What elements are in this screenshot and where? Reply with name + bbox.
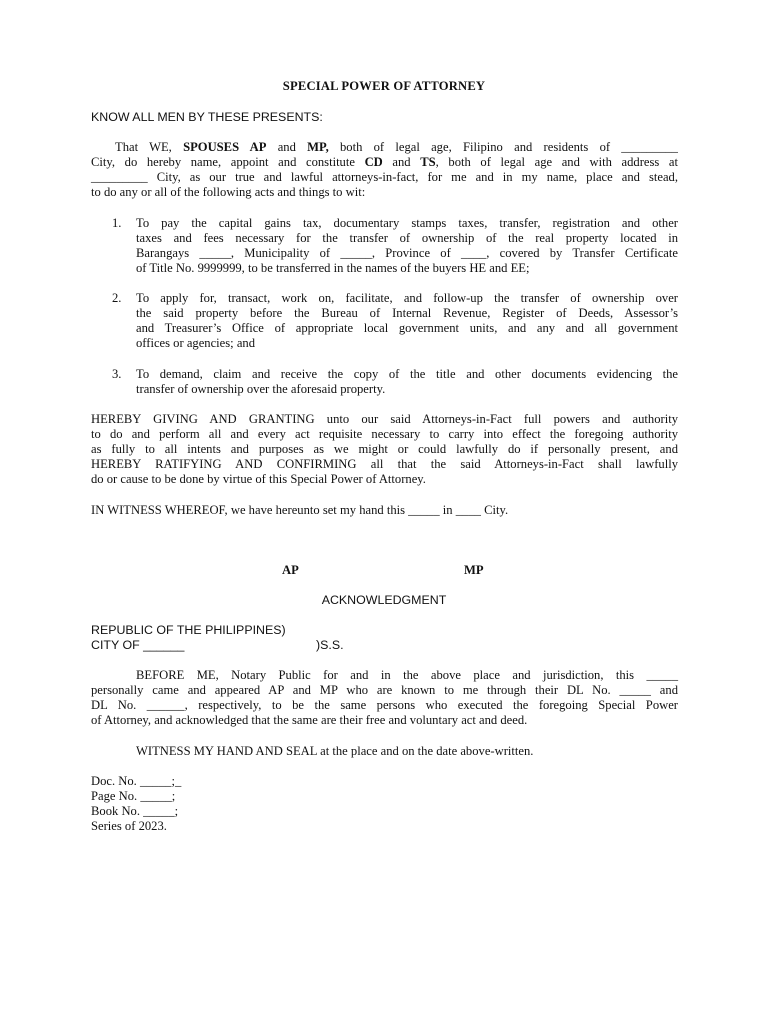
- venue-ss: )S.S.: [316, 638, 344, 652]
- notary-line: BEFORE ME, Notary Public for and in the above place and jurisdiction, this _____: [136, 668, 678, 682]
- item-line: Barangays _____, Municipality of _____, Province of ____, covered by Transfer Certificate: [136, 246, 678, 260]
- item-number: 1.: [112, 216, 122, 230]
- intro-line-3: _________ City, as our true and lawful attorneys-in-fact, for me and in my name, place and stead,: [91, 170, 678, 184]
- item-line: and Treasurer’s Office of appropriate local government units, and any and all government: [136, 321, 678, 335]
- record-doc: Doc. No. _____;_: [91, 774, 182, 788]
- notary-line: DL No. ______, respectively, to be the same persons who executed the foregoing Special Power: [91, 698, 678, 712]
- seal-line: WITNESS MY HAND AND SEAL at the place and on the date above-written.: [136, 744, 534, 758]
- record-page: Page No. _____;: [91, 789, 176, 803]
- signatory-right: MP: [464, 563, 484, 577]
- item-line: transfer of ownership over the aforesaid property.: [136, 382, 386, 396]
- notary-line: of Attorney, and acknowledged that the same are their free and voluntary act and deed.: [91, 713, 528, 727]
- item-line: the said property before the Bureau of Internal Revenue, Register of Deeds, Assessor’s: [136, 306, 678, 320]
- acknowledgment-title: ACKNOWLEDGMENT: [321, 593, 447, 607]
- granting-line: HEREBY RATIFYING AND CONFIRMING all that the said Attorneys-in-Fact shall lawfully: [91, 457, 678, 471]
- item-line: To pay the capital gains tax, documentary stamps taxes, transfer, registration and other: [136, 216, 678, 230]
- granting-line: do or cause to be done by virtue of this Special Power of Attorney.: [91, 472, 426, 486]
- intro-line-4: to do any or all of the following acts and things to wit:: [91, 185, 366, 199]
- venue-city: CITY OF ______: [91, 638, 185, 652]
- venue-republic: REPUBLIC OF THE PHILIPPINES): [91, 623, 286, 637]
- item-number: 2.: [112, 291, 122, 305]
- granting-line: to do and perform all and every act requisite necessary to carry into effect the foregoing authority: [91, 427, 678, 441]
- opening-line: KNOW ALL MEN BY THESE PRESENTS:: [91, 110, 323, 124]
- item-line: offices or agencies; and: [136, 336, 256, 350]
- item-line: of Title No. 9999999, to be transferred in the names of the buyers HE and EE;: [136, 261, 530, 275]
- signatory-left: AP: [282, 563, 299, 577]
- granting-line: as fully to all intents and purposes as we might or could lawfully do if personally present, and: [91, 442, 678, 456]
- witness-line: IN WITNESS WHEREOF, we have hereunto set my hand this _____ in ____ City.: [91, 503, 509, 517]
- granting-line: HEREBY GIVING AND GRANTING unto our said Attorneys-in-Fact full powers and authority: [91, 412, 678, 426]
- item-line: To apply for, transact, work on, facilitate, and follow-up the transfer of ownership over: [136, 291, 678, 305]
- record-series: Series of 2023.: [91, 819, 167, 833]
- document-title: SPECIAL POWER OF ATTORNEY: [282, 79, 486, 93]
- item-line: To demand, claim and receive the copy of the title and other documents evidencing the: [136, 367, 678, 381]
- intro-line-1: That WE, SPOUSES AP and MP, both of legal age, Filipino and residents of _________: [115, 140, 678, 154]
- intro-line-2: City, do hereby name, appoint and constitute CD and TS, both of legal age and with address at: [91, 155, 678, 169]
- record-book: Book No. _____;: [91, 804, 179, 818]
- item-line: taxes and fees necessary for the transfer of ownership of the real property located in: [136, 231, 678, 245]
- item-number: 3.: [112, 367, 122, 381]
- notary-line: personally came and appeared AP and MP who are known to me through their DL No. _____ and: [91, 683, 678, 697]
